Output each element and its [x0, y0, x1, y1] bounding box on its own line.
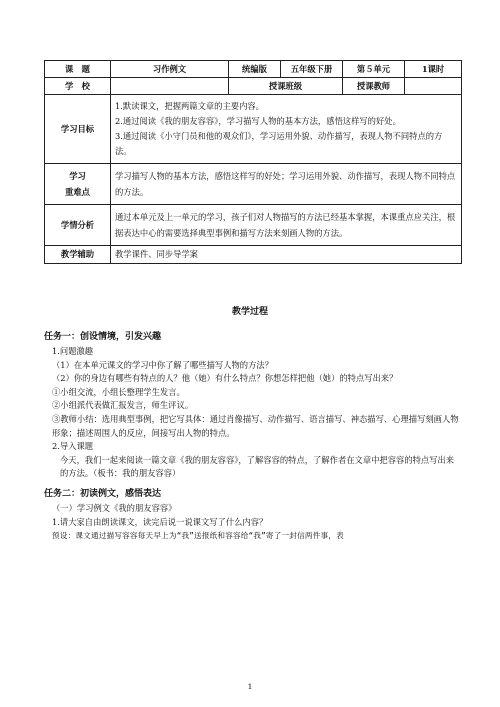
table-row [45, 246, 462, 264]
task2-subtitle: （一）学习例文《我的朋友容容》 [52, 502, 177, 513]
goal-item: 1.默读课文，把握两篇文章的主要内容。 [115, 101, 264, 111]
task1-step1-title: 1.问题激趣 [52, 346, 94, 356]
task2-title: 任务二：初读例文，感悟表达 [44, 488, 162, 499]
subject-value: 习作例文 [111, 61, 229, 78]
page-number: 1 [247, 682, 253, 691]
task1-intro: 今天，我们一起来阅读一篇文章《我的朋友容容》，了解容容的特点，了解作者在文章中把容容的特点写出来的方法。（板书：我的朋友容容） [60, 454, 455, 479]
key-label: 学习 重难点 [45, 164, 111, 205]
table-row [45, 95, 462, 164]
class-label: 授课班级 [229, 78, 343, 95]
analysis-label: 学情分析 [45, 205, 111, 246]
task2-preview: 预设：课文通过描写容容每天早上为“我”送报纸和容容给“我”寄了一封信两件事，表 [52, 531, 344, 541]
school-value [111, 78, 229, 95]
task1-activity2: ②小组派代表做汇报发言，师生评议。 [52, 400, 194, 411]
task1-summary: ③教师小结：选用典型事例，把它写具体：通过肖像描写、动作描写、语言描写、神态描写、心理描写刻画人物形象；描述周围人的反应，间接写出人物的特点。 [52, 413, 459, 438]
table-row [45, 164, 462, 205]
task1-title: 任务一：创设情境，引发兴趣 [44, 332, 162, 342]
table-row [45, 78, 462, 95]
table-row [45, 61, 462, 78]
analysis-content: 通过本单元及上一单元的学习，孩子们对人物描写的方法已经基本掌握，本课重点应关注，根据表达中心的需要选择典型事例和描写方法来刻画人物的方法。 [111, 205, 462, 246]
process-body [44, 330, 461, 543]
edition-value: 统编版 [229, 61, 281, 78]
goals-content [111, 95, 462, 164]
table-row [45, 205, 462, 246]
lesson-info-table [44, 60, 462, 264]
unit-value: 第５单元 [343, 61, 405, 78]
teacher-label: 授课教师 [343, 78, 405, 95]
goal-item: 2.通过阅读《我的朋友容容》，学习描写人物的基本方法，感悟这样写的好处。 [115, 116, 401, 126]
duration-value: 1课时 [405, 61, 462, 78]
aids-content: 教学课件、同步导学案 [111, 246, 462, 264]
key-content: 学习描写人物的基本方法，感悟这样写的好处；学习运用外貌、动作描写，表现人物不同特点的方法。 [111, 164, 462, 205]
task1-step2-title: 2.导入课题 [52, 441, 94, 452]
task1-question1: （1）在本单元课文的学习中你了解了哪些描写人物的方法？ [52, 359, 273, 370]
school-label: 学 校 [45, 78, 111, 95]
subject-label: 课 题 [45, 61, 111, 78]
task1-question2: （2）你的身边有哪些有特点的人？他（她）有什么特点？你想怎样把他（她）的特点写出来？ [52, 373, 398, 384]
goals-label: 学习目标 [45, 95, 111, 164]
task1-activity1: ①小组交流，小组长整理学生发言。 [52, 386, 185, 397]
teacher-value [405, 78, 462, 95]
grade-value: 五年级下册 [281, 61, 343, 78]
task2-question: 1.请大家自由朗读课文，读完后说一说课文写了什么内容？ [52, 516, 268, 527]
aids-label: 教学辅助 [45, 246, 111, 264]
process-title: 教学过程 [231, 307, 268, 317]
goal-item: 3.通过阅读《小守门员和他的观众们》，学习运用外貌、动作描写，表现人物不同特点的方法。 [115, 131, 443, 156]
